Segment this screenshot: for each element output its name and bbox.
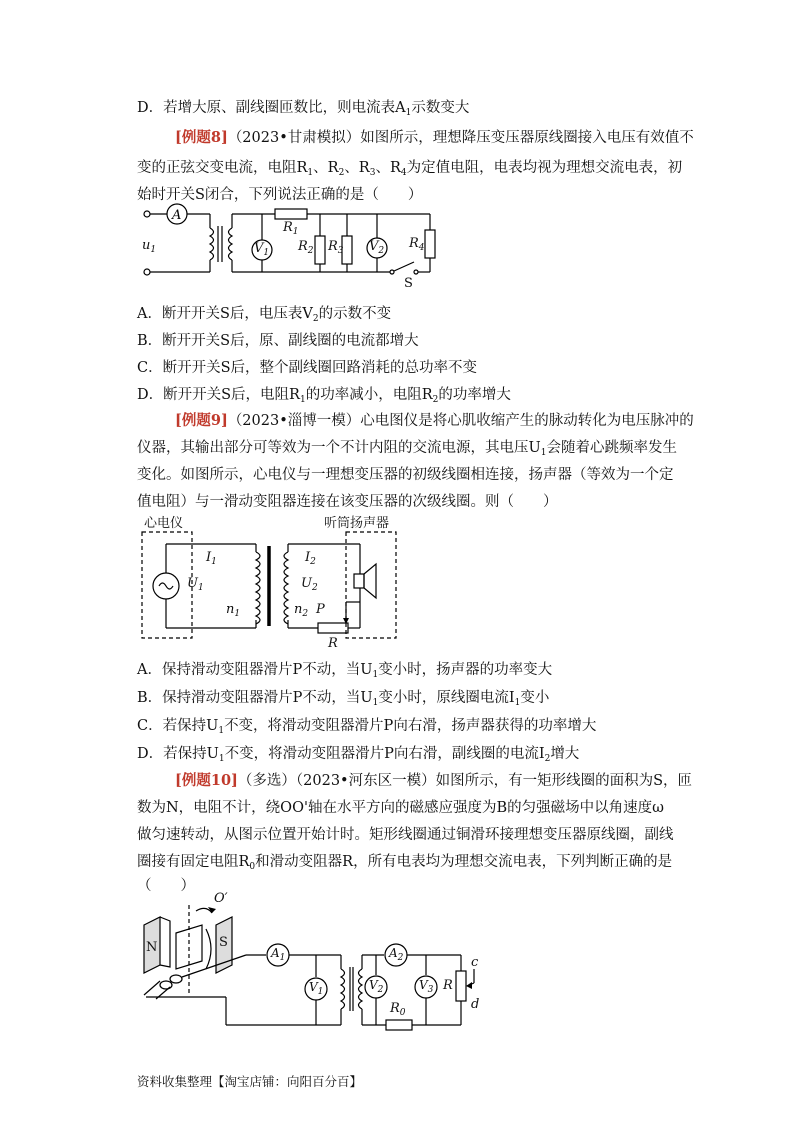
rheostat-icon bbox=[318, 623, 348, 633]
example9-option-b: B．保持滑动变阻器滑片P不动，当$U_1$变小时，原线圈电流$I_1$变小 bbox=[137, 690, 550, 708]
primary-coil-icon bbox=[341, 969, 345, 1009]
example8-stem-line1: [例题8]（2023•甘肃模拟）如图所示，理想降压变压器原线圈接入电压有效值不 bbox=[175, 129, 694, 146]
example9-stem-line1: [例题9]（2023•淄博一模）心电图仪是将心肌收缩产生的脉动转化为电压脉冲的 bbox=[175, 412, 694, 429]
example8-stem-line3: 始时开关S闭合，下列说法正确的是（ ） bbox=[137, 187, 423, 203]
example9-option-a: A．保持滑动变阻器滑片P不动，当$U_1$变小时，扬声器的功率变大 bbox=[137, 662, 553, 680]
example10-stem-line2: 数为N，电阻不计，绕OO'轴在水平方向的磁感应强度为B的匀强磁场中以角速度ω bbox=[137, 800, 664, 816]
primary-coil-icon bbox=[256, 552, 260, 624]
resistor-r1-icon bbox=[275, 209, 307, 219]
example8-label: [例题8] bbox=[175, 129, 228, 146]
resistor-r0-icon bbox=[386, 1020, 412, 1030]
example9-option-c: C．若保持$U_1$不变，将滑动变阻器滑片P向右滑，扬声器获得的功率增大 bbox=[137, 718, 597, 736]
slip-ring-icon bbox=[170, 975, 182, 983]
example9-stem-line4: 值电阻）与一滑动变阻器连接在该变压器的次级线圈。则（ ） bbox=[137, 494, 558, 510]
secondary-coil-icon bbox=[229, 228, 233, 260]
example10-generator-figure: N S O′ $A_1$ $A_2$ $V_1$ $V_2$ $V_3$ R $R_0$ c d bbox=[136, 895, 496, 1035]
example10-stem-line1: [例题10]（多选）（2023•河东区一模）如图所示，有一矩形线圈的面积为S，匝 bbox=[175, 772, 693, 789]
switch-s-icon bbox=[390, 270, 394, 274]
example8-option-d: D．断开开关S后，电阻$R_1$的功率减小，电阻$R_2$的功率增大 bbox=[137, 387, 511, 405]
example10-stem-line4: 圈接有固定电阻$R_0$和滑动变阻器R，所有电表均为理想交流电表，下列判断正确的是 bbox=[137, 854, 673, 872]
example8-option-b: B．断开开关S后，原、副线圈的电流都增大 bbox=[137, 333, 419, 349]
example9-stem-line3: 变化。如图所示，心电仪与一理想变压器的初级线圈相连接，扬声器（等效为一个定 bbox=[137, 467, 674, 483]
example8-option-a: A．断开开关S后，电压表$V_2$的示数不变 bbox=[137, 306, 392, 324]
example9-label: [例题9] bbox=[175, 412, 228, 429]
resistor-r2-icon bbox=[315, 236, 325, 264]
example8-option-c: C．断开开关S后，整个副线圈回路消耗的总功率不变 bbox=[137, 360, 478, 376]
example8-circuit-figure: A $V_1$ $V_2$ $R_1$ $R_2$ $R_3$ $R_4$ $u_1$ S bbox=[140, 198, 450, 293]
secondary-coil-icon bbox=[284, 552, 288, 624]
svg-text:A: A bbox=[172, 208, 182, 223]
example10-label: [例题10] bbox=[175, 772, 238, 789]
example10-stem-line3: 做匀速转动，从图示位置开始计时。矩形线圈通过铜滑环接理想变压器原线圈，副线 bbox=[137, 827, 674, 843]
rheostat-r-icon bbox=[456, 971, 466, 1001]
resistor-r4-icon bbox=[425, 230, 435, 258]
page-footer: 资料收集整理【淘宝店铺：向阳百分百】 bbox=[137, 1074, 363, 1089]
primary-coil-icon bbox=[210, 228, 214, 260]
example9-circuit-figure: 心电仪 听筒扬声器 $I_1$ $U_1$ $n_1$ $I_2$ $U_2$ $n_2$ P R bbox=[138, 516, 400, 656]
example10-stem-line5: （ ） bbox=[137, 878, 195, 894]
speaker-icon bbox=[354, 574, 364, 588]
secondary-coil-icon bbox=[359, 969, 363, 1009]
example9-stem-line2: 仪器，其输出部分可等效为一个不计内阻的交流电源，其电压$U_1$会随着心跳频率发生 bbox=[137, 440, 677, 458]
prev-option-d: D．若增大原、副线圈匝数比，则电流表$A_1$示数变大 bbox=[137, 100, 470, 118]
example9-option-d: D．若保持$U_1$不变，将滑动变阻器滑片P向右滑，副线圈的电流$I_2$增大 bbox=[137, 746, 580, 764]
example8-stem-line2: 变的正弦交变电流，电阻$R_1$、$R_2$、$R_3$、$R_4$为定值电阻，电表均视为理想交流电表，初 bbox=[137, 160, 683, 178]
